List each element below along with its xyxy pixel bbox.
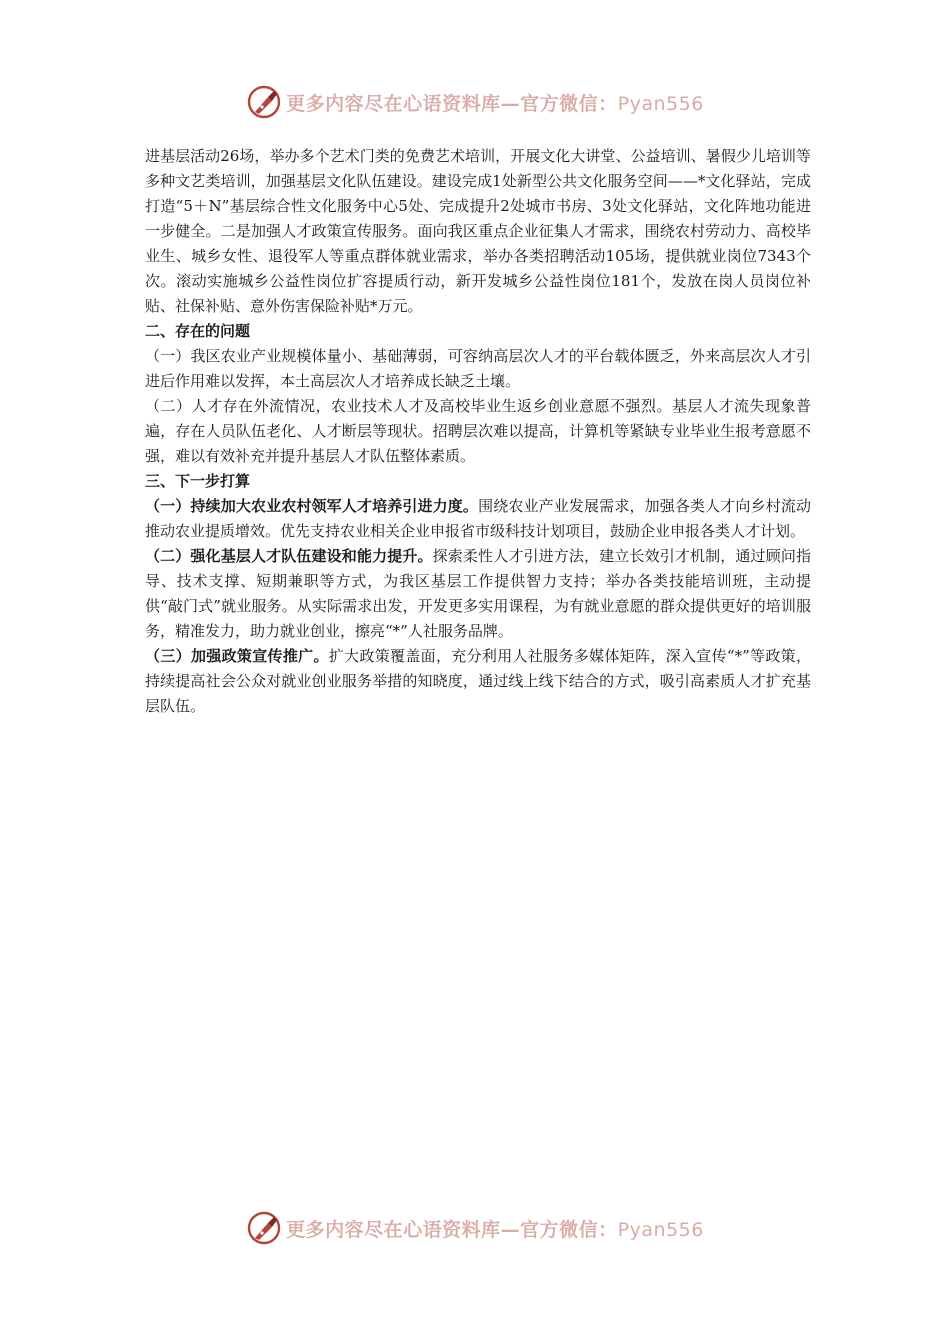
intro-paragraph: 进基层活动26场，举办多个艺术门类的免费艺术培训，开展文化大讲堂、公益培训、暑假少儿培训等多种文艺类培训，加强基层文化队伍建设。建设完成1处新型公共文化服务空间——*文化驿站，完成打造“5＋N”基层综合性文化服务中心5处、完成提升2处城市书房、3处文化驿站，文化阵地功能进一步健全。二是加强人才政策宣传服务。面向我区重点企业征集人才需求，围绕农村劳动力、高校毕业生、城乡女性、退役军人等重点群体就业需求，举办各类招聘活动105场，提供就业岗位7343个次。滚动实施城乡公益性岗位扩容提质行动，新开发城乡公益性岗位181个，发放在岗人员岗位补贴、社保补贴、意外伤害保险补贴*万元。 xyxy=(145,147,811,315)
wechat-id: Pyan556 xyxy=(617,1218,704,1241)
banner-text: 更多内容尽在心语资料库—官方微信：Pyan556 xyxy=(286,1218,704,1241)
plan-item-1-text: 围绕农业产业发展需求，加强各类人才向乡村流动推动农业提质增效。优先支持农业相关企业申报省市级科技计划项目，鼓励企业申报各类人才计划。 xyxy=(145,497,811,540)
plan-item-3-lead: （三）加强政策宣传推广。 xyxy=(145,647,329,665)
footer-watermark-banner xyxy=(0,1208,950,1248)
plan-item-2-text: 探索柔性人才引进方法，建立长效引才机制，通过顾问指导、技术支撑、短期兼职等方式，为我区基层工作提供智力支持；举办各类技能培训班，主动提供“敲门式”就业服务。从实际需求出发，开发更多实用课程，为有就业意愿的群众提供更好的培训服务，精准发力，助力就业创业，擦亮“*”人社服务品牌。 xyxy=(145,547,811,640)
plan-item-3 xyxy=(145,644,811,719)
plan-item-1-lead: （一）持续加大农业农村领军人才培养引进力度。 xyxy=(145,497,479,515)
section-heading-problems: 二、存在的问题 xyxy=(145,322,251,340)
wechat-id: Pyan556 xyxy=(617,92,704,115)
problem-item-1: （一）我区农业产业规模体量小、基础薄弱，可容纳高层次人才的平台载体匮乏，外来高层次人才引进后作用难以发挥，本土高层次人才培养成长缺乏土壤。 xyxy=(145,347,811,390)
header-watermark-banner xyxy=(0,82,950,122)
plan-item-2-lead: （二）强化基层人才队伍建设和能力提升。 xyxy=(145,547,433,565)
plan-item-2 xyxy=(145,544,811,644)
pen-nib-icon xyxy=(246,1210,282,1246)
pen-nib-icon xyxy=(246,84,282,120)
plan-item-1 xyxy=(145,494,811,544)
plan-item-3-text: 扩大政策覆盖面，充分利用人社服务多媒体矩阵，深入宣传“*”等政策，持续提高社会公众对就业创业服务举措的知晓度，通过线上线下结合的方式，吸引高素质人才扩充基层队伍。 xyxy=(145,647,811,715)
banner-text: 更多内容尽在心语资料库—官方微信：Pyan556 xyxy=(286,92,704,115)
problem-item-2: （二）人才存在外流情况，农业技术人才及高校毕业生返乡创业意愿不强烈。基层人才流失现象普遍，存在人员队伍老化、人才断层等现状。招聘层次难以提高，计算机等紧缺专业毕业生报考意愿不强，难以有效补充并提升基层人才队伍整体素质。 xyxy=(145,397,811,465)
document-body xyxy=(145,144,811,719)
section-heading-next-steps: 三、下一步打算 xyxy=(145,472,251,490)
